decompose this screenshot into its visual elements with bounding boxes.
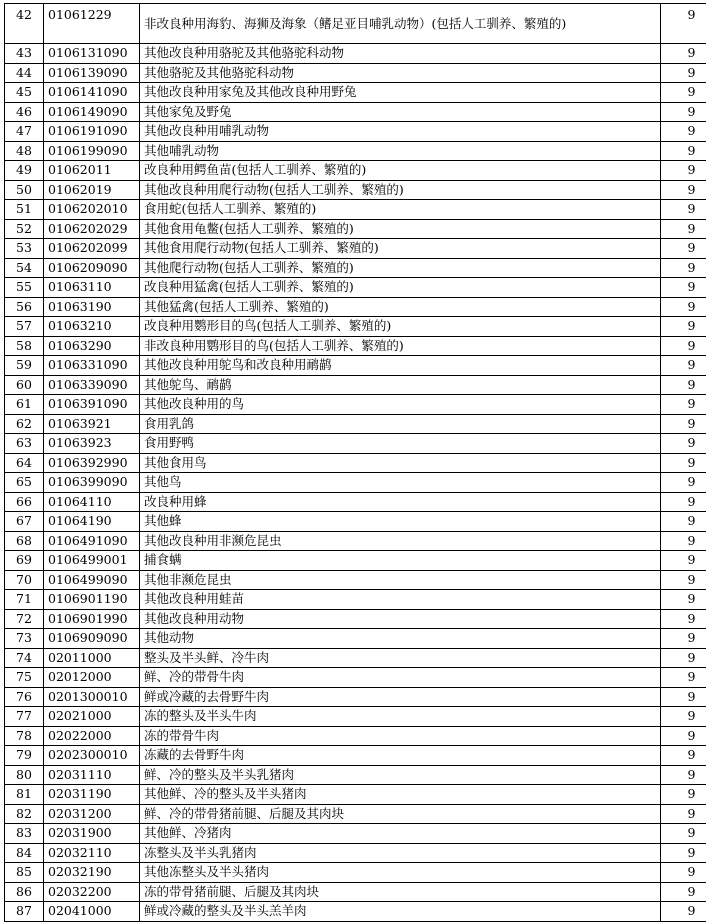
rate-value: 9 <box>661 141 706 161</box>
table-row <box>5 83 706 103</box>
table-row <box>5 122 706 142</box>
row-number: 80 <box>5 765 44 785</box>
table-row <box>5 492 706 512</box>
rate-value: 9 <box>661 804 706 824</box>
rate-value: 9 <box>661 258 706 278</box>
table-row <box>5 297 706 317</box>
rate-value: 9 <box>661 219 706 239</box>
table-row <box>5 4 706 44</box>
tariff-code: 02022000 <box>44 726 140 746</box>
tariff-code: 01063290 <box>44 336 140 356</box>
rate-value: 9 <box>661 161 706 181</box>
tariff-code: 0106339090 <box>44 375 140 395</box>
table-row <box>5 765 706 785</box>
row-number: 50 <box>5 180 44 200</box>
row-number: 43 <box>5 44 44 64</box>
row-number: 53 <box>5 239 44 259</box>
goods-description: 其他哺乳动物 <box>140 141 661 161</box>
rate-value: 9 <box>661 668 706 688</box>
goods-description: 冻藏的去骨野牛肉 <box>140 746 661 766</box>
table-row <box>5 219 706 239</box>
row-number: 46 <box>5 102 44 122</box>
row-number: 44 <box>5 63 44 83</box>
row-number: 70 <box>5 570 44 590</box>
table-row <box>5 590 706 610</box>
goods-description: 其他非濒危昆虫 <box>140 570 661 590</box>
table-row <box>5 375 706 395</box>
rate-value: 9 <box>661 492 706 512</box>
tariff-code: 0106491090 <box>44 531 140 551</box>
table-row <box>5 512 706 532</box>
goods-description: 其他改良种用哺乳动物 <box>140 122 661 142</box>
rate-value: 9 <box>661 785 706 805</box>
goods-description: 其他鲜、冷的整头及半头猪肉 <box>140 785 661 805</box>
tariff-code: 02031110 <box>44 765 140 785</box>
rate-value: 9 <box>661 239 706 259</box>
table-row <box>5 863 706 883</box>
row-number: 58 <box>5 336 44 356</box>
tariff-code: 0106141090 <box>44 83 140 103</box>
row-number: 60 <box>5 375 44 395</box>
tariff-code: 0106901190 <box>44 590 140 610</box>
table-row <box>5 902 706 922</box>
goods-description: 食用野鸭 <box>140 434 661 454</box>
row-number: 81 <box>5 785 44 805</box>
rate-value: 9 <box>661 882 706 902</box>
row-number: 66 <box>5 492 44 512</box>
table-row <box>5 609 706 629</box>
tariff-code: 0106391090 <box>44 395 140 415</box>
table-row <box>5 63 706 83</box>
rate-value: 9 <box>661 687 706 707</box>
tariff-code: 0106392990 <box>44 453 140 473</box>
row-number: 82 <box>5 804 44 824</box>
rate-value: 9 <box>661 356 706 376</box>
tariff-code: 0106191090 <box>44 122 140 142</box>
rate-value: 9 <box>661 570 706 590</box>
table-row <box>5 687 706 707</box>
tariff-code: 0106499001 <box>44 551 140 571</box>
row-number: 49 <box>5 161 44 181</box>
goods-description: 鲜、冷的整头及半头乳猪肉 <box>140 765 661 785</box>
table-row <box>5 102 706 122</box>
goods-description: 其他改良种用家兔及其他改良种用野兔 <box>140 83 661 103</box>
table-row <box>5 239 706 259</box>
goods-description: 其他食用鸟 <box>140 453 661 473</box>
goods-description: 其他鸵鸟、鸸鹋 <box>140 375 661 395</box>
goods-description: 其他冻整头及半头猪肉 <box>140 863 661 883</box>
goods-description: 其他猛禽(包括人工驯养、繁殖的) <box>140 297 661 317</box>
goods-description: 其他家兔及野兔 <box>140 102 661 122</box>
rate-value: 9 <box>661 863 706 883</box>
rate-value: 9 <box>661 63 706 83</box>
goods-description: 冻的带骨牛肉 <box>140 726 661 746</box>
goods-description: 改良种用蜂 <box>140 492 661 512</box>
row-number: 87 <box>5 902 44 922</box>
rate-value: 9 <box>661 531 706 551</box>
row-number: 51 <box>5 200 44 220</box>
rate-value: 9 <box>661 200 706 220</box>
goods-description: 其他鲜、冷猪肉 <box>140 824 661 844</box>
row-number: 85 <box>5 863 44 883</box>
goods-description: 冻整头及半头乳猪肉 <box>140 843 661 863</box>
goods-description: 其他改良种用动物 <box>140 609 661 629</box>
row-number: 45 <box>5 83 44 103</box>
tariff-code: 02012000 <box>44 668 140 688</box>
tariff-code: 0106202099 <box>44 239 140 259</box>
tariff-code: 01062019 <box>44 180 140 200</box>
tariff-table-body <box>5 4 706 922</box>
tariff-code: 0202300010 <box>44 746 140 766</box>
rate-value: 9 <box>661 746 706 766</box>
tariff-code: 02032110 <box>44 843 140 863</box>
row-number: 72 <box>5 609 44 629</box>
tariff-code: 02031190 <box>44 785 140 805</box>
table-row <box>5 785 706 805</box>
row-number: 76 <box>5 687 44 707</box>
table-row <box>5 668 706 688</box>
rate-value: 9 <box>661 395 706 415</box>
tariff-code: 0106499090 <box>44 570 140 590</box>
row-number: 63 <box>5 434 44 454</box>
row-number: 71 <box>5 590 44 610</box>
goods-description: 非改良种用鹦形目的鸟(包括人工驯养、繁殖的) <box>140 336 661 356</box>
tariff-table <box>4 3 706 922</box>
tariff-code: 01063923 <box>44 434 140 454</box>
goods-description: 鲜、冷的带骨牛肉 <box>140 668 661 688</box>
table-row <box>5 414 706 434</box>
tariff-code: 01063210 <box>44 317 140 337</box>
goods-description: 改良种用鳄鱼苗(包括人工驯养、繁殖的) <box>140 161 661 181</box>
row-number: 64 <box>5 453 44 473</box>
rate-value: 9 <box>661 590 706 610</box>
goods-description: 鲜、冷的带骨猪前腿、后腿及其肉块 <box>140 804 661 824</box>
tariff-code: 01062011 <box>44 161 140 181</box>
tariff-code: 02031200 <box>44 804 140 824</box>
table-row <box>5 531 706 551</box>
goods-description: 其他食用爬行动物(包括人工驯养、繁殖的) <box>140 239 661 259</box>
rate-value: 9 <box>661 434 706 454</box>
table-row <box>5 434 706 454</box>
row-number: 55 <box>5 278 44 298</box>
goods-description: 冻的带骨猪前腿、后腿及其肉块 <box>140 882 661 902</box>
row-number: 79 <box>5 746 44 766</box>
row-number: 52 <box>5 219 44 239</box>
rate-value: 9 <box>661 297 706 317</box>
goods-description: 改良种用猛禽(包括人工驯养、繁殖的) <box>140 278 661 298</box>
tariff-code: 0106131090 <box>44 44 140 64</box>
goods-description: 冻的整头及半头牛肉 <box>140 707 661 727</box>
rate-value: 9 <box>661 843 706 863</box>
goods-description: 其他改良种用的鸟 <box>140 395 661 415</box>
table-row <box>5 473 706 493</box>
row-number: 78 <box>5 726 44 746</box>
tariff-code: 0106199090 <box>44 141 140 161</box>
table-row <box>5 258 706 278</box>
table-row <box>5 804 706 824</box>
table-row <box>5 278 706 298</box>
tariff-code: 02032190 <box>44 863 140 883</box>
goods-description: 其他改良种用蛙苗 <box>140 590 661 610</box>
rate-value: 9 <box>661 44 706 64</box>
goods-description: 其他爬行动物(包括人工驯养、繁殖的) <box>140 258 661 278</box>
row-number: 67 <box>5 512 44 532</box>
tariff-code: 01064110 <box>44 492 140 512</box>
rate-value: 9 <box>661 336 706 356</box>
table-row <box>5 44 706 64</box>
rate-value: 9 <box>661 902 706 922</box>
goods-description: 鲜或冷藏的整头及半头羔羊肉 <box>140 902 661 922</box>
tariff-code: 0106331090 <box>44 356 140 376</box>
rate-value: 9 <box>661 122 706 142</box>
table-row <box>5 551 706 571</box>
rate-value: 9 <box>661 317 706 337</box>
table-row <box>5 141 706 161</box>
table-row <box>5 570 706 590</box>
goods-description: 非改良种用海豹、海狮及海象（鳍足亚目哺乳动物）(包括人工驯养、繁殖的) <box>140 4 661 44</box>
row-number: 54 <box>5 258 44 278</box>
rate-value: 9 <box>661 512 706 532</box>
row-number: 48 <box>5 141 44 161</box>
table-row <box>5 356 706 376</box>
row-number: 62 <box>5 414 44 434</box>
rate-value: 9 <box>661 278 706 298</box>
goods-description: 鲜或冷藏的去骨野牛肉 <box>140 687 661 707</box>
tariff-code: 0106399090 <box>44 473 140 493</box>
tariff-code: 0106901990 <box>44 609 140 629</box>
goods-description: 其他食用龟鳖(包括人工驯养、繁殖的) <box>140 219 661 239</box>
table-row <box>5 336 706 356</box>
tariff-code: 02032200 <box>44 882 140 902</box>
tariff-code: 01063190 <box>44 297 140 317</box>
table-row <box>5 882 706 902</box>
row-number: 83 <box>5 824 44 844</box>
rate-value: 9 <box>661 824 706 844</box>
goods-description: 其他改良种用骆驼及其他骆驼科动物 <box>140 44 661 64</box>
table-row <box>5 180 706 200</box>
tariff-code: 02031900 <box>44 824 140 844</box>
row-number: 61 <box>5 395 44 415</box>
row-number: 84 <box>5 843 44 863</box>
rate-value: 9 <box>661 375 706 395</box>
table-row <box>5 629 706 649</box>
tariff-code: 0106202010 <box>44 200 140 220</box>
goods-description: 其他改良种用爬行动物(包括人工驯养、繁殖的) <box>140 180 661 200</box>
tariff-code: 0106139090 <box>44 63 140 83</box>
row-number: 77 <box>5 707 44 727</box>
table-row <box>5 395 706 415</box>
rate-value: 9 <box>661 629 706 649</box>
rate-value: 9 <box>661 609 706 629</box>
goods-description: 其他蜂 <box>140 512 661 532</box>
table-row <box>5 453 706 473</box>
tariff-code: 01061229 <box>44 4 140 44</box>
tariff-code: 0106202029 <box>44 219 140 239</box>
goods-description: 整头及半头鲜、冷牛肉 <box>140 648 661 668</box>
row-number: 65 <box>5 473 44 493</box>
goods-description: 其他骆驼及其他骆驼科动物 <box>140 63 661 83</box>
rate-value: 9 <box>661 551 706 571</box>
row-number: 59 <box>5 356 44 376</box>
row-number: 68 <box>5 531 44 551</box>
rate-value: 9 <box>661 648 706 668</box>
goods-description: 食用蛇(包括人工驯养、繁殖的) <box>140 200 661 220</box>
tariff-code: 0106909090 <box>44 629 140 649</box>
rate-value: 9 <box>661 473 706 493</box>
tariff-code: 0106209090 <box>44 258 140 278</box>
rate-value: 9 <box>661 4 706 44</box>
goods-description: 其他改良种用鸵鸟和改良种用鸸鹋 <box>140 356 661 376</box>
tariff-code: 0201300010 <box>44 687 140 707</box>
rate-value: 9 <box>661 726 706 746</box>
row-number: 42 <box>5 4 44 44</box>
row-number: 74 <box>5 648 44 668</box>
tariff-code: 02041000 <box>44 902 140 922</box>
goods-description: 捕食螨 <box>140 551 661 571</box>
row-number: 47 <box>5 122 44 142</box>
table-row <box>5 746 706 766</box>
rate-value: 9 <box>661 83 706 103</box>
rate-value: 9 <box>661 765 706 785</box>
rate-value: 9 <box>661 707 706 727</box>
rate-value: 9 <box>661 180 706 200</box>
row-number: 73 <box>5 629 44 649</box>
tariff-code: 01064190 <box>44 512 140 532</box>
row-number: 56 <box>5 297 44 317</box>
table-row <box>5 824 706 844</box>
tariff-code: 02011000 <box>44 648 140 668</box>
goods-description: 其他改良种用非濒危昆虫 <box>140 531 661 551</box>
tariff-code: 02021000 <box>44 707 140 727</box>
table-row <box>5 726 706 746</box>
tariff-code: 01063110 <box>44 278 140 298</box>
tariff-code: 0106149090 <box>44 102 140 122</box>
table-row <box>5 200 706 220</box>
rate-value: 9 <box>661 102 706 122</box>
table-row <box>5 707 706 727</box>
goods-description: 其他鸟 <box>140 473 661 493</box>
rate-value: 9 <box>661 414 706 434</box>
row-number: 86 <box>5 882 44 902</box>
goods-description: 改良种用鹦形目的鸟(包括人工驯养、繁殖的) <box>140 317 661 337</box>
table-row <box>5 317 706 337</box>
rate-value: 9 <box>661 453 706 473</box>
row-number: 57 <box>5 317 44 337</box>
table-row <box>5 843 706 863</box>
row-number: 75 <box>5 668 44 688</box>
table-row <box>5 161 706 181</box>
goods-description: 食用乳鸽 <box>140 414 661 434</box>
table-row <box>5 648 706 668</box>
tariff-code: 01063921 <box>44 414 140 434</box>
goods-description: 其他动物 <box>140 629 661 649</box>
row-number: 69 <box>5 551 44 571</box>
